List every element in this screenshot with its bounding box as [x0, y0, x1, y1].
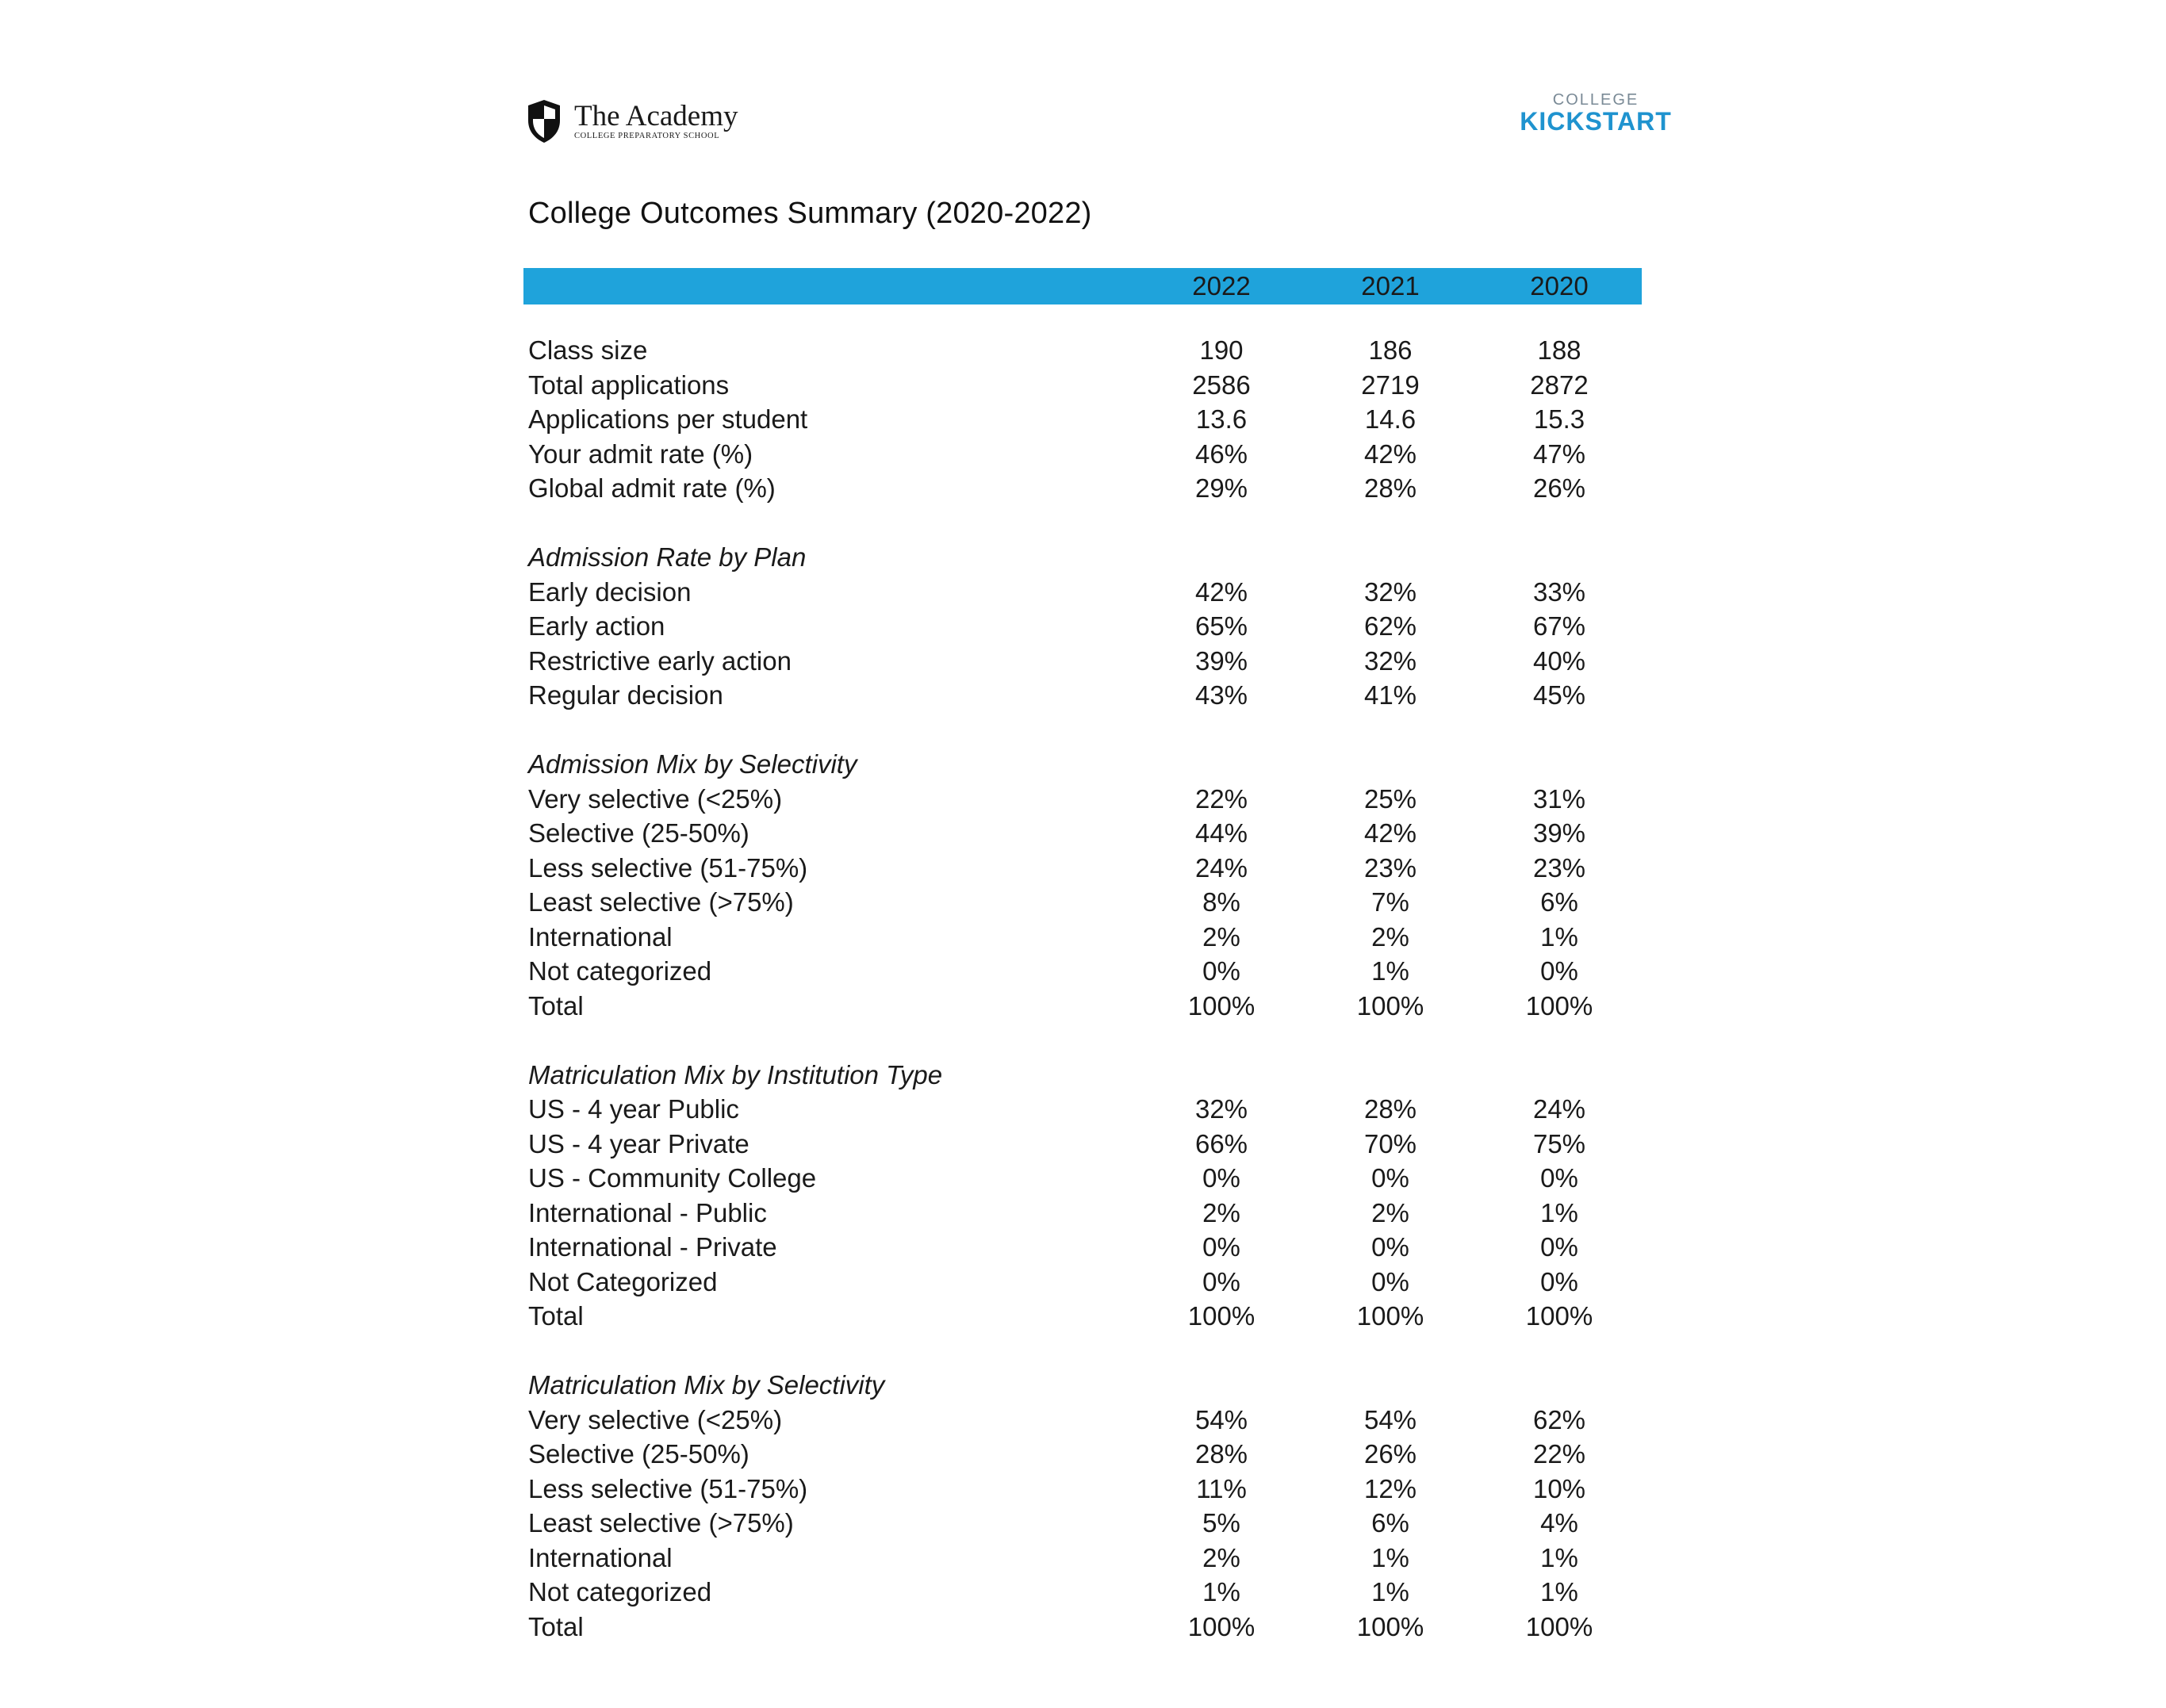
outcomes-table [523, 333, 1642, 1644]
row-label: Selective (25-50%) [528, 1439, 749, 1469]
row-label: US - Community College [528, 1163, 817, 1193]
row-label: International [528, 1542, 673, 1572]
row-label: Total [528, 1301, 584, 1331]
row-label: International [528, 921, 673, 952]
table-row [523, 885, 1642, 920]
row-label: Early action [528, 611, 665, 641]
cell-2021: 42% [1363, 818, 1417, 848]
table-row [523, 644, 1642, 679]
cell-2021: 23% [1363, 852, 1417, 883]
cell-2020: 6% [1540, 887, 1578, 917]
table-row [523, 678, 1642, 713]
cell-2022: 2% [1202, 921, 1240, 952]
shield-icon [525, 98, 563, 144]
cell-2022: 24% [1194, 852, 1248, 883]
row-label: Your admit rate (%) [528, 438, 753, 469]
cell-2022: 29% [1194, 473, 1248, 503]
row-label: Least selective (>75%) [528, 887, 794, 917]
kickstart-logo-top: COLLEGE [1552, 91, 1639, 109]
cell-2022: 28% [1194, 1439, 1248, 1469]
cell-2022: 0% [1202, 956, 1240, 986]
table-row [523, 1610, 1642, 1645]
table-row [523, 989, 1642, 1024]
row-label: Least selective (>75%) [528, 1508, 794, 1538]
cell-2020: 0% [1540, 1266, 1578, 1296]
cell-2022: 5% [1202, 1508, 1240, 1538]
table-header-bar [523, 268, 1642, 304]
cell-2022: 190 [1199, 335, 1244, 365]
cell-2020: 1% [1540, 1542, 1578, 1572]
cell-2022: 0% [1202, 1232, 1240, 1262]
cell-2020: 39% [1532, 818, 1586, 848]
academy-logo [525, 98, 738, 144]
cell-2022: 100% [1187, 1301, 1256, 1331]
cell-2022: 2% [1202, 1542, 1240, 1572]
row-spacer [523, 713, 1642, 748]
column-header-2020: 2020 [1530, 271, 1589, 301]
cell-2020: 1% [1540, 921, 1578, 952]
row-spacer [523, 1023, 1642, 1058]
cell-2022: 54% [1194, 1404, 1248, 1434]
row-label: Total applications [528, 370, 730, 400]
table-row [523, 851, 1642, 886]
cell-2020: 100% [1525, 1611, 1593, 1641]
cell-2020: 100% [1525, 1301, 1593, 1331]
cell-2021: 1% [1371, 1542, 1409, 1572]
cell-2021: 100% [1356, 1301, 1424, 1331]
row-spacer [523, 506, 1642, 541]
cell-2022: 13.6 [1195, 404, 1248, 434]
row-label: Global admit rate (%) [528, 473, 776, 503]
cell-2021: 42% [1363, 438, 1417, 469]
cell-2020: 31% [1532, 783, 1586, 814]
row-label: US - 4 year Public [528, 1094, 739, 1124]
cell-2021: 0% [1371, 1266, 1409, 1296]
cell-2020: 2872 [1530, 370, 1589, 400]
cell-2020: 188 [1537, 335, 1581, 365]
cell-2022: 100% [1187, 990, 1256, 1021]
row-label: Very selective (<25%) [528, 1404, 783, 1434]
table-row [523, 437, 1642, 472]
row-label: Class size [528, 335, 648, 365]
row-label: International - Private [528, 1232, 777, 1262]
cell-2021: 6% [1371, 1508, 1409, 1538]
cell-2020: 0% [1540, 1232, 1578, 1262]
cell-2021: 2719 [1361, 370, 1420, 400]
cell-2021: 28% [1363, 473, 1417, 503]
table-row [523, 609, 1642, 644]
cell-2021: 12% [1363, 1473, 1417, 1503]
cell-2020: 4% [1540, 1508, 1578, 1538]
cell-2022: 66% [1194, 1128, 1248, 1158]
table-row [523, 471, 1642, 506]
cell-2022: 2586 [1192, 370, 1251, 400]
cell-2022: 100% [1187, 1611, 1256, 1641]
cell-2020: 100% [1525, 990, 1593, 1021]
section-title: Admission Mix by Selectivity [528, 749, 857, 779]
table-row [523, 1230, 1642, 1265]
row-label: US - 4 year Private [528, 1128, 749, 1158]
table-row [523, 1506, 1642, 1541]
row-label: Applications per student [528, 404, 808, 434]
table-row [523, 1092, 1642, 1127]
section-heading [523, 1058, 1642, 1093]
cell-2020: 26% [1532, 473, 1586, 503]
table-row [523, 1437, 1642, 1472]
table-row [523, 1265, 1642, 1300]
table-row [523, 1299, 1642, 1334]
academy-name: The Academy [574, 100, 738, 132]
table-row [523, 368, 1642, 403]
table-row [523, 1541, 1642, 1576]
section-heading [523, 747, 1642, 782]
cell-2022: 8% [1202, 887, 1240, 917]
cell-2021: 0% [1371, 1163, 1409, 1193]
cell-2022: 22% [1194, 783, 1248, 814]
cell-2020: 45% [1532, 680, 1586, 710]
cell-2022: 0% [1202, 1163, 1240, 1193]
table-row [523, 782, 1642, 817]
cell-2020: 1% [1540, 1197, 1578, 1227]
table-row [523, 1161, 1642, 1196]
table-row [523, 1472, 1642, 1507]
cell-2020: 67% [1532, 611, 1586, 641]
table-row [523, 1403, 1642, 1438]
table-row [523, 1127, 1642, 1162]
cell-2020: 0% [1540, 956, 1578, 986]
cell-2021: 14.6 [1364, 404, 1417, 434]
row-label: Total [528, 990, 584, 1021]
table-row [523, 333, 1642, 368]
row-label: Total [528, 1611, 584, 1641]
cell-2020: 23% [1532, 852, 1586, 883]
section-title: Admission Rate by Plan [528, 542, 807, 572]
cell-2022: 44% [1194, 818, 1248, 848]
cell-2022: 43% [1194, 680, 1248, 710]
cell-2020: 22% [1532, 1439, 1586, 1469]
row-label: Less selective (51-75%) [528, 852, 808, 883]
cell-2021: 186 [1368, 335, 1413, 365]
cell-2022: 39% [1194, 645, 1248, 676]
cell-2021: 32% [1363, 645, 1417, 676]
cell-2021: 26% [1363, 1439, 1417, 1469]
cell-2021: 100% [1356, 990, 1424, 1021]
cell-2021: 41% [1363, 680, 1417, 710]
cell-2021: 32% [1363, 576, 1417, 607]
cell-2022: 2% [1202, 1197, 1240, 1227]
cell-2020: 62% [1532, 1404, 1586, 1434]
cell-2020: 0% [1540, 1163, 1578, 1193]
column-header-2021: 2021 [1361, 271, 1420, 301]
cell-2022: 65% [1194, 611, 1248, 641]
cell-2020: 75% [1532, 1128, 1586, 1158]
cell-2022: 1% [1202, 1577, 1240, 1607]
cell-2021: 7% [1371, 887, 1409, 917]
table-row [523, 402, 1642, 437]
cell-2020: 47% [1532, 438, 1586, 469]
cell-2021: 0% [1371, 1232, 1409, 1262]
row-spacer [523, 1334, 1642, 1369]
row-label: Restrictive early action [528, 645, 792, 676]
section-heading [523, 1368, 1642, 1403]
cell-2021: 1% [1371, 1577, 1409, 1607]
cell-2020: 40% [1532, 645, 1586, 676]
kickstart-logo-main: KICKSTART [1520, 107, 1672, 136]
cell-2021: 25% [1363, 783, 1417, 814]
cell-2020: 33% [1532, 576, 1586, 607]
row-label: Not categorized [528, 956, 712, 986]
cell-2021: 100% [1356, 1611, 1424, 1641]
section-title: Matriculation Mix by Selectivity [528, 1370, 885, 1400]
academy-subtitle: COLLEGE PREPARATORY SCHOOL [574, 132, 720, 140]
row-label: Less selective (51-75%) [528, 1473, 808, 1503]
column-header-2022: 2022 [1192, 271, 1251, 301]
cell-2021: 62% [1363, 611, 1417, 641]
row-label: Not Categorized [528, 1266, 718, 1296]
row-label: Early decision [528, 576, 692, 607]
cell-2022: 0% [1202, 1266, 1240, 1296]
section-title: Matriculation Mix by Institution Type [528, 1059, 943, 1090]
page-title: College Outcomes Summary (2020-2022) [528, 197, 1092, 230]
cell-2022: 11% [1196, 1473, 1247, 1503]
cell-2022: 46% [1194, 438, 1248, 469]
row-label: Not categorized [528, 1577, 712, 1607]
table-row [523, 575, 1642, 610]
cell-2020: 1% [1540, 1577, 1578, 1607]
row-label: Selective (25-50%) [528, 818, 749, 848]
cell-2020: 24% [1532, 1094, 1586, 1124]
cell-2020: 15.3 [1533, 404, 1585, 434]
row-label: Very selective (<25%) [528, 783, 783, 814]
cell-2021: 2% [1371, 1197, 1409, 1227]
table-row [523, 1196, 1642, 1231]
table-row [523, 954, 1642, 989]
cell-2022: 42% [1194, 576, 1248, 607]
table-row [523, 920, 1642, 955]
cell-2022: 32% [1194, 1094, 1248, 1124]
cell-2021: 1% [1371, 956, 1409, 986]
section-heading [523, 540, 1642, 575]
cell-2021: 28% [1363, 1094, 1417, 1124]
kickstart-logo [1516, 92, 1675, 135]
row-label: Regular decision [528, 680, 723, 710]
cell-2020: 10% [1532, 1473, 1586, 1503]
table-row [523, 816, 1642, 851]
cell-2021: 70% [1363, 1128, 1417, 1158]
table-row [523, 1575, 1642, 1610]
cell-2021: 2% [1371, 921, 1409, 952]
cell-2021: 54% [1363, 1404, 1417, 1434]
row-label: International - Public [528, 1197, 767, 1227]
